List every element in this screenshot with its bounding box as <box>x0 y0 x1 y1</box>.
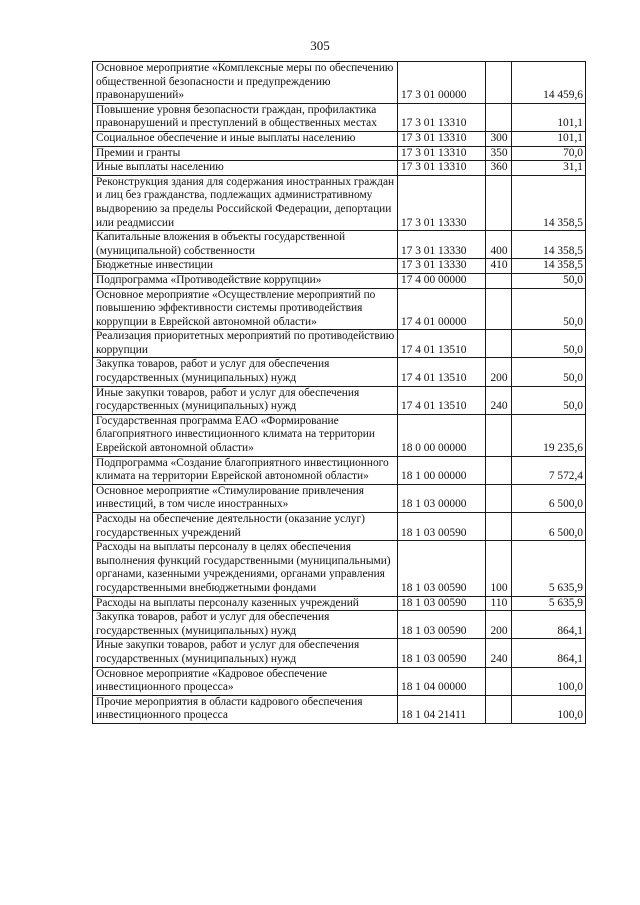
table-row <box>93 695 586 723</box>
page-number: 305 <box>310 38 330 53</box>
row-name: Расходы на выплаты персоналу казенных учреждений <box>93 596 398 611</box>
row-name: Подпрограмма «Создание благоприятного инвестиционного климата на территории Еврейской автономной области» <box>93 456 398 484</box>
row-target-code: 18 1 03 00590 <box>398 611 486 639</box>
row-amount: 864,1 <box>512 611 586 639</box>
row-expense-type <box>486 62 512 104</box>
row-amount: 50,0 <box>512 288 586 330</box>
row-amount: 101,1 <box>512 103 586 131</box>
table-row <box>93 161 586 176</box>
row-amount: 31,1 <box>512 161 586 176</box>
row-expense-type <box>486 103 512 131</box>
row-target-code: 17 4 01 13510 <box>398 386 486 414</box>
row-expense-type <box>486 456 512 484</box>
row-expense-type: 350 <box>486 146 512 161</box>
row-target-code: 17 3 01 13330 <box>398 259 486 274</box>
table-row <box>93 414 586 456</box>
row-name: Иные закупки товаров, работ и услуг для обеспечения государственных (муниципальных) нужд <box>93 386 398 414</box>
row-amount: 14 358,5 <box>512 231 586 259</box>
row-expense-type: 100 <box>486 541 512 596</box>
row-target-code: 18 1 04 21411 <box>398 695 486 723</box>
row-amount: 50,0 <box>512 273 586 288</box>
row-name: Социальное обеспечение и иные выплаты населению <box>93 131 398 146</box>
row-name: Основное мероприятие «Кадровое обеспечение инвестиционного процесса» <box>93 667 398 695</box>
table-row <box>93 146 586 161</box>
row-amount: 101,1 <box>512 131 586 146</box>
row-expense-type: 400 <box>486 231 512 259</box>
row-name: Закупка товаров, работ и услуг для обеспечения государственных (муниципальных) нужд <box>93 358 398 386</box>
row-target-code: 18 1 03 00000 <box>398 484 486 512</box>
row-target-code: 17 3 01 13310 <box>398 103 486 131</box>
row-expense-type: 200 <box>486 611 512 639</box>
row-target-code: 18 1 03 00590 <box>398 541 486 596</box>
row-name: Расходы на обеспечение деятельности (оказание услуг) государственных учреждений <box>93 513 398 541</box>
row-target-code: 17 3 01 13310 <box>398 146 486 161</box>
row-amount: 6 500,0 <box>512 513 586 541</box>
row-target-code: 18 1 03 00590 <box>398 596 486 611</box>
table-row <box>93 175 586 230</box>
row-expense-type <box>486 273 512 288</box>
row-amount: 6 500,0 <box>512 484 586 512</box>
table-row <box>93 386 586 414</box>
row-name: Иные закупки товаров, работ и услуг для обеспечения государственных (муниципальных) нужд <box>93 639 398 667</box>
row-target-code: 17 4 00 00000 <box>398 273 486 288</box>
row-expense-type <box>486 667 512 695</box>
row-target-code: 18 0 00 00000 <box>398 414 486 456</box>
table-row <box>93 259 586 274</box>
table-row <box>93 611 586 639</box>
row-expense-type: 200 <box>486 358 512 386</box>
budget-table-body <box>93 62 586 724</box>
table-row <box>93 330 586 358</box>
row-target-code: 17 3 01 00000 <box>398 62 486 104</box>
row-amount: 14 459,6 <box>512 62 586 104</box>
row-target-code: 18 1 03 00590 <box>398 513 486 541</box>
row-name: Закупка товаров, работ и услуг для обеспечения государственных (муниципальных) нужд <box>93 611 398 639</box>
row-name: Иные выплаты населению <box>93 161 398 176</box>
row-name: Премии и гранты <box>93 146 398 161</box>
row-expense-type: 240 <box>486 386 512 414</box>
row-expense-type <box>486 175 512 230</box>
row-amount: 50,0 <box>512 330 586 358</box>
row-target-code: 18 1 04 00000 <box>398 667 486 695</box>
row-amount: 5 635,9 <box>512 541 586 596</box>
row-amount: 5 635,9 <box>512 596 586 611</box>
row-expense-type <box>486 330 512 358</box>
table-row <box>93 231 586 259</box>
row-target-code: 17 3 01 13330 <box>398 231 486 259</box>
row-expense-type <box>486 695 512 723</box>
table-row <box>93 456 586 484</box>
table-row <box>93 131 586 146</box>
row-expense-type: 110 <box>486 596 512 611</box>
row-amount: 7 572,4 <box>512 456 586 484</box>
table-row <box>93 62 586 104</box>
row-target-code: 17 3 01 13310 <box>398 161 486 176</box>
row-target-code: 17 4 01 00000 <box>398 288 486 330</box>
row-name: Прочие мероприятия в области кадрового обеспечения инвестиционного процесса <box>93 695 398 723</box>
row-target-code: 17 3 01 13310 <box>398 131 486 146</box>
table-row <box>93 358 586 386</box>
row-target-code: 17 3 01 13330 <box>398 175 486 230</box>
row-name: Основное мероприятие «Стимулирование привлечения инвестиций, в том числе иностранных» <box>93 484 398 512</box>
budget-table <box>92 61 586 724</box>
row-amount: 19 235,6 <box>512 414 586 456</box>
row-name: Расходы на выплаты персоналу в целях обеспечения выполнения функций государственными (муниципальными) органами, казенными учреждениями, органами управления государственными внебюджетными фондами <box>93 541 398 596</box>
table-row <box>93 639 586 667</box>
row-target-code: 17 4 01 13510 <box>398 358 486 386</box>
row-target-code: 17 4 01 13510 <box>398 330 486 358</box>
row-amount: 100,0 <box>512 667 586 695</box>
row-name: Реализация приоритетных мероприятий по противодействию коррупции <box>93 330 398 358</box>
row-target-code: 18 1 00 00000 <box>398 456 486 484</box>
row-expense-type <box>486 513 512 541</box>
row-name: Бюджетные инвестиции <box>93 259 398 274</box>
row-amount: 14 358,5 <box>512 259 586 274</box>
row-amount: 50,0 <box>512 358 586 386</box>
row-name: Подпрограмма «Противодействие коррупции» <box>93 273 398 288</box>
row-amount: 50,0 <box>512 386 586 414</box>
row-expense-type: 300 <box>486 131 512 146</box>
row-amount: 14 358,5 <box>512 175 586 230</box>
table-row <box>93 288 586 330</box>
row-expense-type <box>486 484 512 512</box>
row-name: Капитальные вложения в объекты государственной (муниципальной) собственности <box>93 231 398 259</box>
row-expense-type <box>486 288 512 330</box>
row-expense-type <box>486 414 512 456</box>
table-row <box>93 484 586 512</box>
table-row <box>93 596 586 611</box>
table-row <box>93 667 586 695</box>
row-name: Реконструкция здания для содержания иностранных граждан и лиц без гражданства, подлежащих административному выдворению за пределы Российской Федерации, депортации или реадмиссии <box>93 175 398 230</box>
row-name: Основное мероприятие «Комплексные меры по обеспечению общественной безопасности и предупреждению правонарушений» <box>93 62 398 104</box>
row-name: Государственная программа ЕАО «Формирование благоприятного инвестиционного климата на территории Еврейской автономной области» <box>93 414 398 456</box>
row-target-code: 18 1 03 00590 <box>398 639 486 667</box>
row-expense-type: 410 <box>486 259 512 274</box>
row-name: Основное мероприятие «Осуществление мероприятий по повышению эффективности системы противодействия коррупции в Еврейской автономной области» <box>93 288 398 330</box>
row-amount: 100,0 <box>512 695 586 723</box>
row-amount: 864,1 <box>512 639 586 667</box>
row-expense-type: 360 <box>486 161 512 176</box>
table-row <box>93 541 586 596</box>
table-row <box>93 103 586 131</box>
table-row <box>93 513 586 541</box>
row-amount: 70,0 <box>512 146 586 161</box>
row-expense-type: 240 <box>486 639 512 667</box>
table-row <box>93 273 586 288</box>
row-name: Повышение уровня безопасности граждан, профилактика правонарушений и преступлений в общественных местах <box>93 103 398 131</box>
